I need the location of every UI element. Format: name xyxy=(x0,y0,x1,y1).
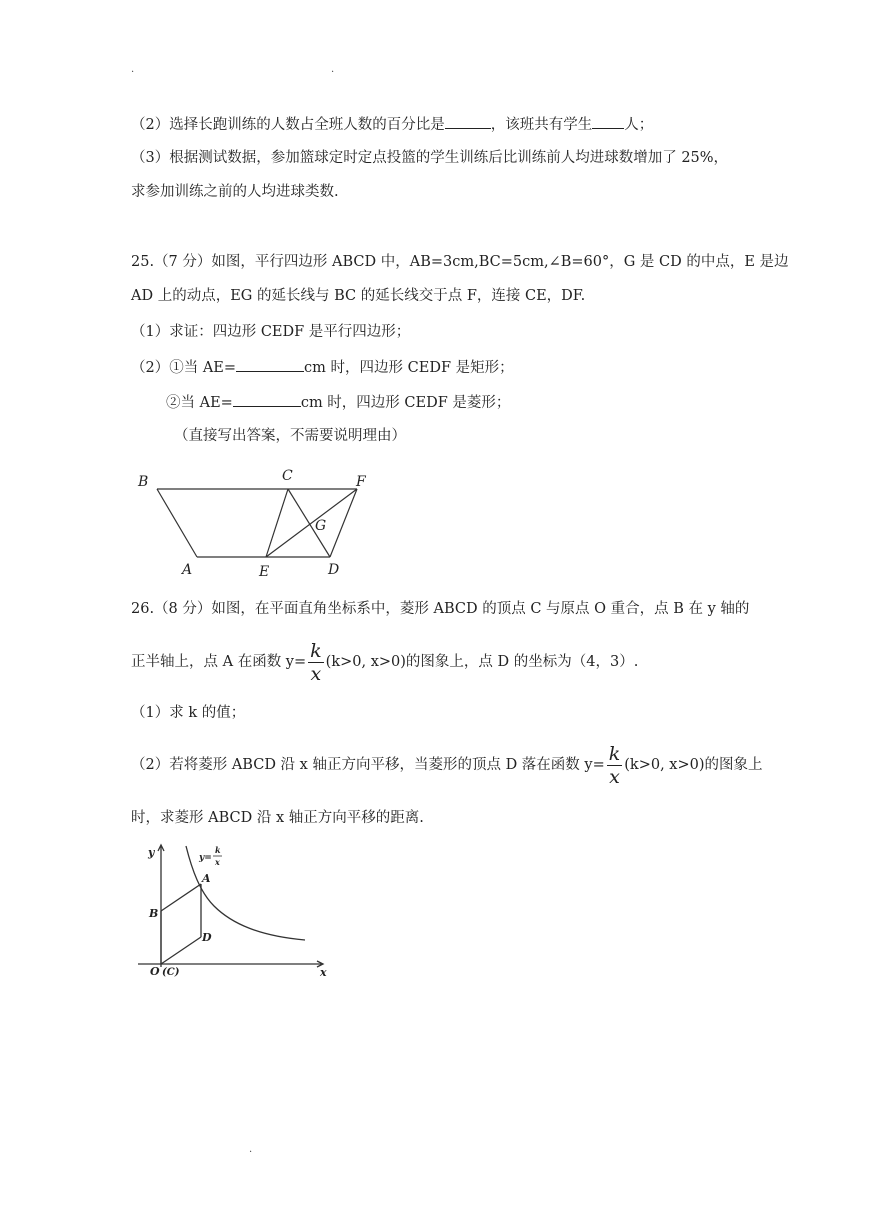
q26-part1: （1）求 k 的值； xyxy=(131,705,246,721)
side-dc xyxy=(161,937,201,964)
label-c: C xyxy=(282,468,293,484)
label-b: B xyxy=(138,474,149,490)
label-g: G xyxy=(315,518,327,534)
blank-ae-rhombus[interactable] xyxy=(233,392,301,407)
blank-ae-rectangle[interactable] xyxy=(236,357,304,372)
q25-stem-line2: AD 上的动点，EG 的延长线与 BC 的延长线交于点 F，连接 CE，DF. xyxy=(131,288,586,304)
label-b: B xyxy=(149,907,159,920)
q26-part2-line2: 时，求菱形 ABCD 沿 x 轴正方向平移的距离. xyxy=(131,810,424,826)
q25-part2-a: （2）①当 AE= cm 时，四边形 CEDF 是矩形； xyxy=(131,357,514,378)
header-mark-right: . xyxy=(331,64,335,75)
label-o: O xyxy=(150,965,160,978)
header-mark-left: . xyxy=(131,64,135,75)
q25-parallelogram-figure xyxy=(130,462,380,582)
label-a: A xyxy=(202,872,211,885)
q24-part2: （2）选择长跑训练的人数占全班人数的百分比是 ，该班共有学生 人； xyxy=(131,114,653,135)
fraction-k-over-x-2: $\frac{k}{x}$ xyxy=(608,742,621,788)
label-func-den: x xyxy=(215,857,220,867)
footer-mark: . xyxy=(249,1144,253,1155)
q25-note: （直接写出答案，不需要说明理由） xyxy=(174,428,406,444)
label-e: E xyxy=(259,564,270,580)
label-f: F xyxy=(356,474,366,490)
label-d: D xyxy=(328,562,340,578)
label-func-pre: y= xyxy=(199,853,212,863)
q26-coordinate-figure xyxy=(130,840,340,985)
blank-percentage[interactable] xyxy=(445,114,491,129)
segment-ce xyxy=(266,489,288,557)
q26-stem-line2: 正半轴上，点 A 在函数 y= $\frac{k}{x}$ (k>0, x>0)的图象上，点 D 的坐标为（4，3）. xyxy=(131,639,639,685)
q26-part2-line1: （2）若将菱形 ABCD 沿 x 轴正方向平移，当菱形的顶点 D 落在函数 y= $\frac{k}{x}$ (k>0, x>0)的图象上 xyxy=(131,742,763,788)
q25-part2-b: ②当 AE= cm 时，四边形 CEDF 是菱形； xyxy=(166,392,510,413)
label-x-axis: x xyxy=(320,966,327,979)
side-ba xyxy=(161,884,201,911)
q25-part1: （1）求证：四边形 CEDF 是平行四边形； xyxy=(131,324,411,340)
q26-stem-line1: 26.（8 分）如图，在平面直角坐标系中，菱形 ABCD 的顶点 C 与原点 O 重合，点 B 在 y 轴的 xyxy=(131,601,750,617)
q25-stem-line1: 25.（7 分）如图，平行四边形 ABCD 中，AB=3cm,BC=5cm,∠B=60°，G 是 CD 的中点，E 是边 xyxy=(131,254,789,270)
q24-part3-line2: 求参加训练之前的人均进球类数. xyxy=(131,184,339,200)
label-a: A xyxy=(182,562,193,578)
blank-student-count[interactable] xyxy=(592,114,624,129)
segment-ba xyxy=(157,489,197,557)
label-func-num: k xyxy=(215,845,221,855)
q24-part3-line1: （3）根据测试数据，参加篮球定时定点投篮的学生训练后比训练前人均进球数增加了 25%， xyxy=(131,150,729,166)
label-c: (C) xyxy=(162,967,180,978)
label-y-axis: y xyxy=(148,846,155,859)
label-d: D xyxy=(202,931,212,944)
fraction-k-over-x: $\frac{k}{x}$ xyxy=(310,639,322,685)
